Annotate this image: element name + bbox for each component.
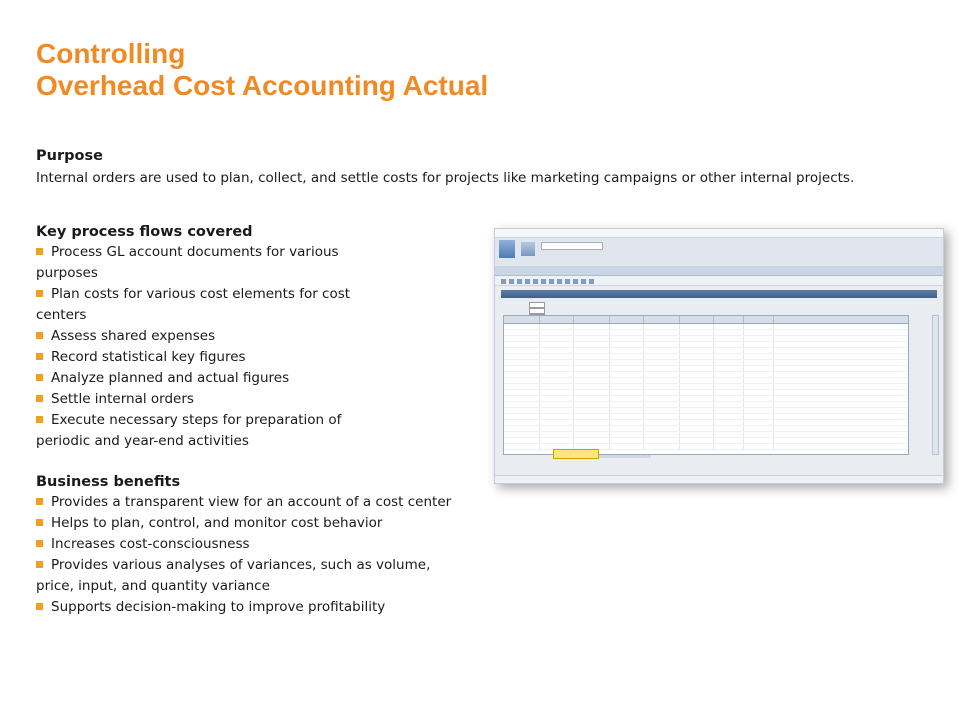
purpose-text: Internal orders are used to plan, collect, and settle costs for projects like marketing campaigns or other internal projects. bbox=[36, 170, 855, 186]
list-item-text: Record statistical key figures bbox=[51, 349, 246, 365]
list-item-text: Settle internal orders bbox=[51, 391, 194, 407]
list-item bbox=[36, 242, 391, 284]
slide-title bbox=[36, 38, 488, 102]
square-bullet-icon bbox=[36, 519, 43, 526]
square-bullet-icon bbox=[36, 540, 43, 547]
list-item-text: Provides various analyses of variances, such as volume, price, input, and quantity variance bbox=[36, 557, 431, 594]
key-flows-section bbox=[36, 224, 456, 452]
list-item bbox=[36, 410, 391, 452]
list-item-text: Increases cost-consciousness bbox=[51, 536, 250, 552]
sap-tabs bbox=[495, 267, 943, 276]
sap-menubar bbox=[495, 229, 943, 238]
list-item bbox=[36, 555, 456, 597]
list-item bbox=[36, 284, 391, 326]
list-item bbox=[36, 513, 456, 534]
title-line-2: Overhead Cost Accounting Actual bbox=[36, 70, 489, 101]
list-item-text: Helps to plan, control, and monitor cost behavior bbox=[51, 515, 383, 531]
list-item-text: Plan costs for various cost elements for cost centers bbox=[36, 286, 351, 323]
key-flows-list bbox=[36, 242, 456, 452]
sap-app-icon bbox=[521, 242, 535, 256]
benefits-heading: Business benefits bbox=[36, 474, 181, 490]
benefits-list bbox=[36, 492, 456, 618]
list-item-text: Provides a transparent view for an account of a cost center bbox=[51, 494, 452, 510]
sap-toolbar bbox=[495, 276, 943, 286]
list-item bbox=[36, 326, 391, 347]
list-item-text: Supports decision-making to improve profitability bbox=[51, 599, 386, 615]
square-bullet-icon bbox=[36, 416, 43, 423]
sap-header bbox=[495, 238, 943, 267]
list-item bbox=[36, 534, 456, 555]
square-bullet-icon bbox=[36, 603, 43, 610]
list-item bbox=[36, 597, 456, 618]
list-item-text: Assess shared expenses bbox=[51, 328, 216, 344]
sap-status-bar bbox=[495, 475, 943, 483]
sap-app-icon bbox=[499, 240, 515, 258]
business-benefits-section bbox=[36, 474, 456, 618]
list-item-text: Analyze planned and actual figures bbox=[51, 370, 290, 386]
sap-screen-title bbox=[501, 290, 937, 298]
list-item-text: Execute necessary steps for preparation of periodic and year-end activities bbox=[36, 412, 342, 449]
square-bullet-icon bbox=[36, 353, 43, 360]
title-line-1: Controlling bbox=[36, 38, 186, 69]
square-bullet-icon bbox=[36, 332, 43, 339]
square-bullet-icon bbox=[36, 498, 43, 505]
key-flows-heading: Key process flows covered bbox=[36, 224, 253, 240]
list-item bbox=[36, 492, 456, 513]
purpose-heading: Purpose bbox=[36, 148, 103, 164]
list-item bbox=[36, 389, 391, 410]
square-bullet-icon bbox=[36, 561, 43, 568]
square-bullet-icon bbox=[36, 290, 43, 297]
sap-button bbox=[553, 449, 599, 459]
sap-screenshot-image bbox=[494, 228, 944, 484]
sap-scrollbar bbox=[932, 315, 939, 455]
list-item bbox=[36, 368, 391, 389]
list-item-text: Process GL account documents for various purposes bbox=[36, 244, 339, 281]
square-bullet-icon bbox=[36, 374, 43, 381]
list-item bbox=[36, 347, 391, 368]
sap-data-grid bbox=[503, 315, 909, 455]
sap-command-field bbox=[541, 242, 603, 250]
square-bullet-icon bbox=[36, 248, 43, 255]
square-bullet-icon bbox=[36, 395, 43, 402]
purpose-section bbox=[36, 146, 896, 189]
